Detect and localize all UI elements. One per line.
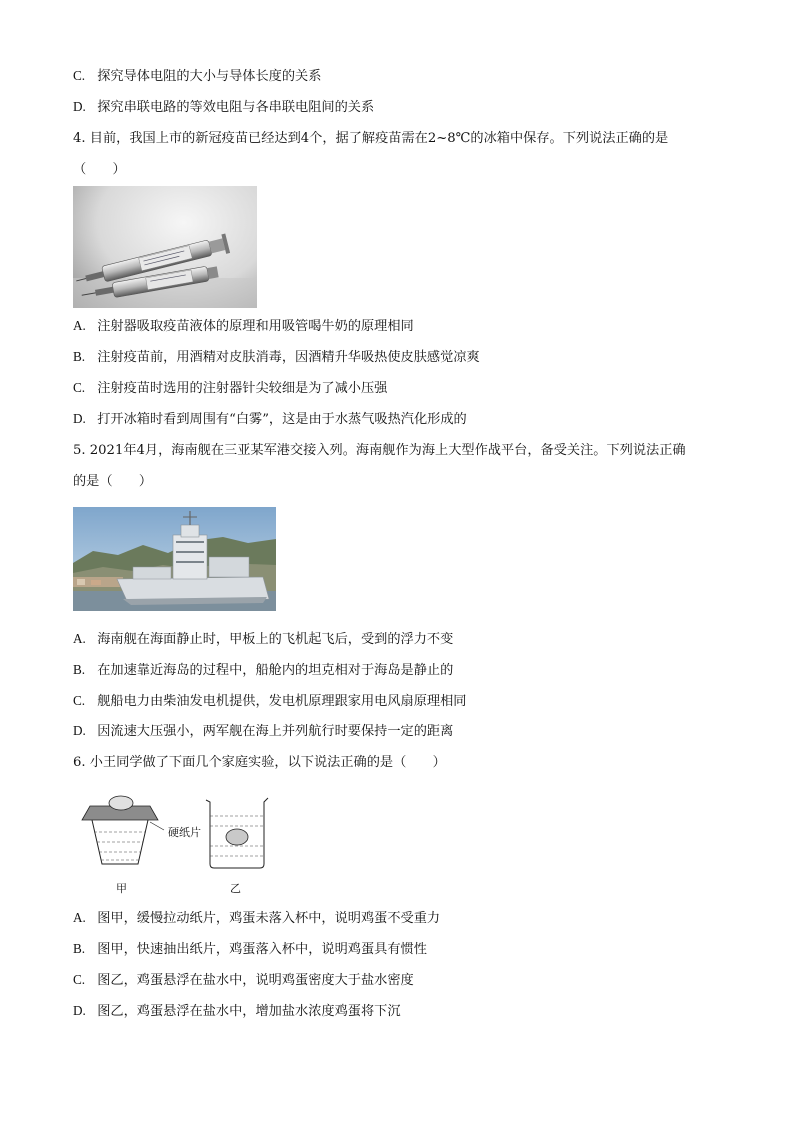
option-letter: C.	[73, 972, 86, 987]
q6-option-a	[73, 909, 440, 928]
q4-option-a	[73, 317, 414, 336]
option-letter: D.	[73, 411, 86, 426]
option-text: 注射器吸取疫苗液体的原理和用吸管喝牛奶的原理相同	[97, 319, 414, 334]
option-text: 探究导体电阻的大小与导体长度的关系	[97, 69, 322, 84]
q6-option-b	[73, 940, 427, 959]
q3-option-c	[73, 67, 321, 86]
q6-stem: 6. 小王同学做了下面几个家庭实验，以下说法正确的是（ ）	[73, 755, 446, 770]
syringe-illustration	[73, 186, 257, 308]
option-letter: D.	[73, 723, 86, 738]
q4-option-c	[73, 379, 387, 398]
egg-experiment-figure	[78, 792, 278, 896]
option-letter: A.	[73, 631, 86, 646]
option-text: 图乙，鸡蛋悬浮在盐水中，增加盐水浓度鸡蛋将下沉	[97, 1004, 401, 1019]
experiment-diagram	[78, 792, 278, 896]
option-letter: C.	[73, 380, 86, 395]
q6-option-c	[73, 971, 414, 990]
option-text: 注射疫苗前，用酒精对皮肤消毒，因酒精升华吸热使皮肤感觉凉爽	[97, 350, 480, 365]
q6-option-d	[73, 1002, 401, 1021]
option-text: 图甲，缓慢拉动纸片，鸡蛋未落入杯中，说明鸡蛋不受重力	[97, 911, 441, 926]
option-letter: D.	[73, 99, 86, 114]
warship-photo	[73, 507, 276, 611]
option-letter: D.	[73, 1003, 86, 1018]
option-text: 在加速靠近海岛的过程中，船舱内的坦克相对于海岛是静止的	[97, 663, 454, 678]
option-letter: A.	[73, 910, 86, 925]
option-letter: A.	[73, 318, 86, 333]
q4-answer-blank: （ ）	[73, 162, 126, 177]
option-text: 打开冰箱时看到周围有“白雾”，这是由于水蒸气吸热汽化形成的	[97, 412, 467, 427]
option-text: 海南舰在海面静止时，甲板上的飞机起飞后，受到的浮力不变	[97, 632, 454, 647]
q3-option-d	[73, 98, 374, 117]
option-text: 探究串联电路的等效电阻与各串联电阻间的关系	[97, 100, 375, 115]
q4-option-b	[73, 348, 480, 367]
option-letter: B.	[73, 941, 86, 956]
q4-stem: 4. 目前，我国上市的新冠疫苗已经达到4个，据了解疫苗需在2~8℃的冰箱中保存。下列说法正确的是	[73, 131, 669, 146]
q5-option-a	[73, 630, 453, 649]
vaccine-syringe-photo	[73, 186, 257, 308]
option-letter: B.	[73, 662, 86, 677]
q5-option-b	[73, 661, 453, 680]
figure-yi-label: 乙	[230, 882, 241, 895]
q5-option-d	[73, 722, 453, 741]
q5-option-c	[73, 692, 466, 711]
warship-illustration	[73, 507, 276, 611]
q5-stem-continued: 的是（ ）	[73, 474, 153, 489]
option-letter: C.	[73, 693, 86, 708]
card-label: 硬纸片	[168, 826, 201, 839]
option-text: 图甲，快速抽出纸片，鸡蛋落入杯中，说明鸡蛋具有惯性	[97, 942, 427, 957]
figure-jia-label: 甲	[116, 882, 127, 895]
option-text: 因流速大压强小，两军舰在海上并列航行时要保持一定的距离	[97, 724, 454, 739]
option-text: 图乙，鸡蛋悬浮在盐水中，说明鸡蛋密度大于盐水密度	[97, 973, 414, 988]
option-text: 注射疫苗时选用的注射器针尖较细是为了减小压强	[97, 381, 388, 396]
option-text: 舰船电力由柴油发电机提供，发电机原理跟家用电风扇原理相同	[97, 694, 467, 709]
q4-option-d	[73, 410, 467, 429]
option-letter: B.	[73, 349, 86, 364]
option-letter: C.	[73, 68, 86, 83]
q5-stem: 5. 2021年4月，海南舰在三亚某军港交接入列。海南舰作为海上大型作战平台，备受关注。下列说法正确	[73, 443, 686, 458]
